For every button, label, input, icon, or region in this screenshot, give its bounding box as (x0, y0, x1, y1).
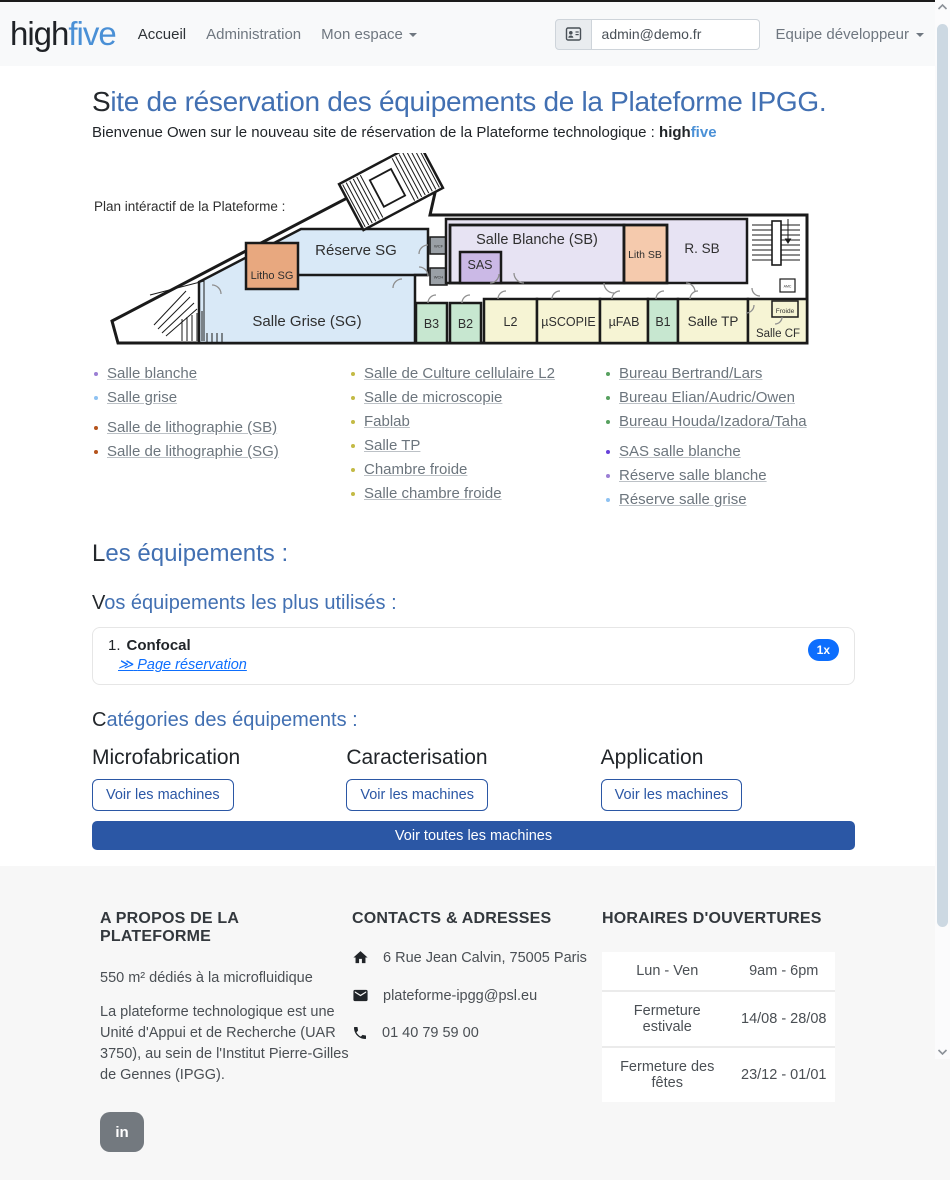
most-used-title: Vos équipements les plus utilisés : (92, 592, 397, 614)
svg-text:µSCOPIE: µSCOPIE (541, 315, 596, 329)
room-link-reserve-salle-grise[interactable]: Réserve salle grise (619, 490, 855, 509)
category-name: Caracterisation (346, 746, 488, 769)
footer-hours (602, 910, 835, 1152)
nav-link-accueil[interactable]: Accueil (137, 25, 187, 43)
nav-link-mon-espace[interactable]: Mon espace (321, 26, 417, 43)
svg-text:Salle TP: Salle TP (687, 314, 739, 329)
view-all-machines-button[interactable]: Voir toutes les machines (92, 821, 855, 850)
room-link-chambre-froide[interactable]: Chambre froide (364, 460, 604, 479)
reservation-page-link[interactable]: ≫ Page réservation (118, 657, 247, 673)
home-icon (352, 949, 369, 966)
table-row: Fermeture estivale 14/08 - 28/08 (602, 991, 835, 1047)
svg-text:WCH: WCH (433, 274, 444, 280)
svg-text:Froide: Froide (775, 308, 795, 315)
footer-contacts (352, 910, 602, 1152)
footer-about-line1: 550 m² dédiés à la microfluidique (100, 970, 313, 986)
room-litho-sg[interactable] (246, 243, 298, 289)
navbar (0, 2, 950, 66)
svg-text:B3: B3 (423, 317, 440, 331)
welcome-text: Bienvenue Owen sur le nouveau site de réservation de la Plateforme technologique : highfive (92, 124, 717, 141)
footer-contacts-title: CONTACTS & ADRESSES (352, 910, 552, 927)
svg-text:Réserve SG: Réserve SG (315, 242, 397, 259)
view-machines-button-microfabrication[interactable]: Voir les machines (92, 779, 234, 811)
nav-links (138, 26, 417, 43)
svg-text:Salle Grise (SG): Salle Grise (SG) (252, 313, 362, 330)
category-caracterisation (346, 736, 600, 811)
equipment-name: Confocal (126, 637, 191, 654)
room-link-microscopie[interactable]: Salle de microscopie (364, 388, 604, 407)
equipment-section-title: Les équipements : (92, 540, 289, 567)
logo[interactable] (10, 15, 116, 53)
room-links-col1 (92, 364, 349, 514)
room-link-salle-chambre-froide[interactable]: Salle chambre froide (364, 484, 604, 503)
category-application (601, 736, 855, 811)
categories-title: Catégories des équipements : (92, 709, 358, 731)
item-index: 1. (108, 637, 121, 654)
scroll-up-icon[interactable] (936, 3, 949, 11)
svg-text:B2: B2 (457, 317, 474, 331)
svg-text:L2: L2 (503, 315, 518, 329)
room-link-reserve-salle-blanche[interactable]: Réserve salle blanche (619, 466, 855, 485)
table-row: Lun - Ven 9am - 6pm (636, 963, 819, 979)
room-link-bureau-bertrand-lars[interactable]: Bureau Bertrand/Lars (619, 364, 855, 383)
svg-text:Lith SB: Lith SB (628, 249, 662, 261)
view-machines-button-application[interactable]: Voir les machines (601, 779, 743, 811)
double-chevron-icon: ≫ (118, 657, 134, 673)
svg-text:R. SB: R. SB (684, 241, 720, 256)
svg-text:B1: B1 (655, 315, 671, 329)
email-input[interactable] (592, 19, 760, 50)
page-title: Site de réservation des équipements de la Plateforme IPGG. (92, 86, 827, 117)
room-links-col3 (604, 364, 855, 514)
team-dropdown[interactable]: Equipe développeur (776, 26, 924, 43)
most-used-card (92, 627, 855, 685)
svg-text:Salle CF: Salle CF (755, 328, 801, 340)
footer-about-title: A PROPOS DE LA PLATEFORME (100, 910, 239, 945)
phone-icon (352, 1025, 368, 1041)
room-link-salle-blanche[interactable]: Salle blanche (107, 364, 349, 383)
envelope-icon (352, 987, 369, 1004)
category-microfabrication (92, 736, 346, 811)
chevron-down-icon (409, 33, 417, 37)
plan-caption: Plan intéractif de la Plateforme : (94, 199, 286, 214)
scrollbar[interactable] (935, 0, 950, 1059)
floor-plan[interactable] (94, 153, 819, 350)
category-name: Application (600, 746, 704, 769)
navbar-right (555, 19, 924, 50)
footer-hours-title: HORAIRES D'OUVERTURES (602, 910, 822, 927)
room-links-col2 (349, 364, 604, 514)
most-used-item (108, 637, 247, 674)
logo-five: five (68, 15, 116, 52)
category-name: Microfabrication (92, 746, 241, 769)
room-link-columns (92, 364, 855, 514)
opening-hours-table (602, 952, 835, 1102)
svg-text:µFAB: µFAB (608, 315, 640, 329)
room-link-fablab[interactable]: Fablab (364, 412, 604, 431)
room-link-salle-grise[interactable]: Salle grise (107, 388, 349, 407)
room-link-litho-sg[interactable]: Salle de lithographie (SG) (107, 442, 349, 461)
room-link-litho-sb[interactable]: Salle de lithographie (SB) (107, 418, 349, 437)
linkedin-icon[interactable]: in (100, 1112, 144, 1152)
room-link-salle-tp[interactable]: Salle TP (364, 436, 604, 455)
nav-link-administration[interactable]: Administration (206, 25, 302, 43)
user-card-icon (555, 19, 592, 50)
view-machines-button-caracterisation[interactable]: Voir les machines (346, 779, 488, 811)
svg-text:AMC: AMC (783, 284, 792, 289)
contact-phone: 01 40 79 59 00 (352, 1025, 602, 1041)
footer (0, 866, 950, 1180)
category-row (92, 736, 855, 811)
room-link-sas-salle-blanche[interactable]: SAS salle blanche (619, 442, 855, 461)
svg-text:Litho SG: Litho SG (250, 270, 294, 282)
usage-count-badge: 1x (808, 639, 839, 661)
main-content (0, 86, 950, 850)
contact-address: 6 Rue Jean Calvin, 75005 Paris (352, 949, 602, 966)
table-row: Fermeture des fêtes 23/12 - 01/01 (602, 1047, 835, 1102)
svg-text:Salle Blanche (SB): Salle Blanche (SB) (476, 232, 598, 248)
footer-about-paragraph: La plateforme technologique est une Unité d'Appui et de Recherche (UAR 3750), au sein de l'Institut Pierre-Gilles de Gennes (IPGG). (100, 1004, 349, 1084)
room-link-bureau-elian-audric-owen[interactable]: Bureau Elian/Audric/Owen (619, 388, 855, 407)
scrollbar-thumb[interactable] (937, 24, 948, 927)
room-link-bureau-houda-izadora-taha[interactable]: Bureau Houda/Izadora/Taha (619, 412, 855, 431)
chevron-down-icon (916, 33, 924, 37)
scroll-down-icon[interactable] (936, 1048, 949, 1056)
contact-email: plateforme-ipgg@psl.eu (352, 987, 602, 1004)
room-link-culture-l2[interactable]: Salle de Culture cellulaire L2 (364, 364, 604, 383)
svg-text:SAS: SAS (467, 258, 493, 272)
svg-text:WCF: WCF (433, 243, 444, 249)
footer-about (100, 910, 352, 1152)
logo-high: high (10, 15, 69, 52)
